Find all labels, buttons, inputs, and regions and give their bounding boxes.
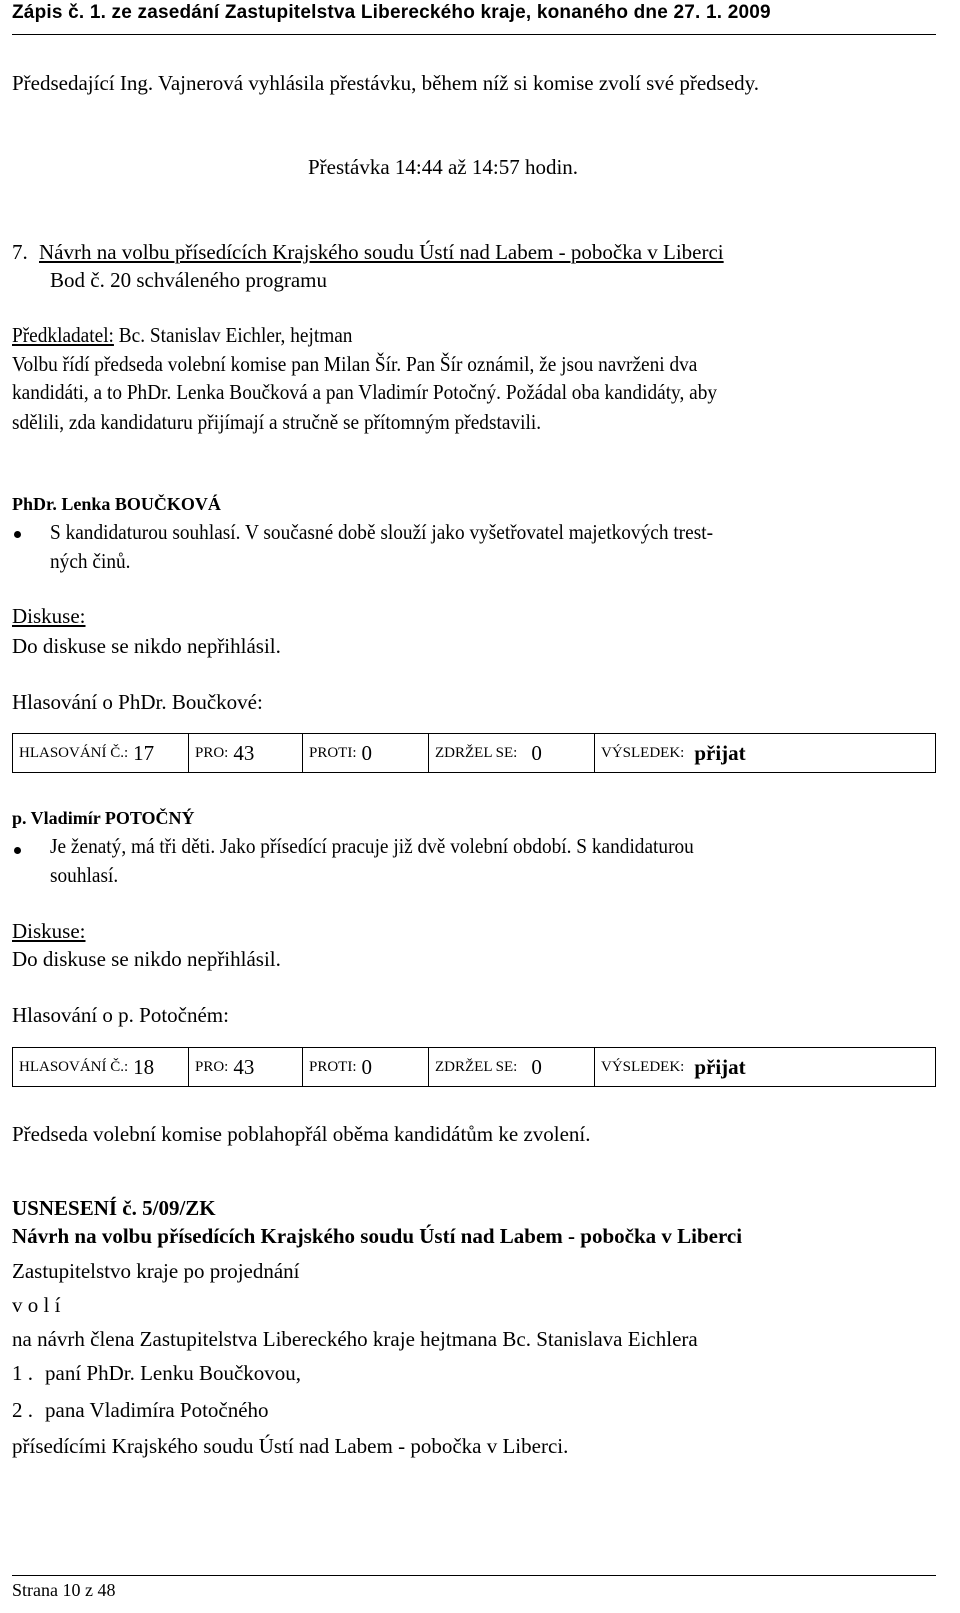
- vote-abstain: 0: [531, 1054, 542, 1079]
- vote-abstain: 0: [531, 740, 542, 765]
- header-divider: [12, 34, 936, 35]
- resolution-intro: Zastupitelstvo kraje po projednání: [12, 1259, 300, 1283]
- item-paragraph-line: sdělili, zda kandidaturu přijímají a stručně se přítomným představili.: [12, 410, 542, 434]
- bullet-icon: [14, 847, 21, 854]
- item-paragraph-line: Volbu řídí předseda volební komise pan Milan Šír. Pan Šír oznámil, že jsou navrženi dva: [12, 352, 698, 376]
- vote-pro-cell: [189, 1048, 303, 1086]
- item-paragraph-line: kandidáti, a to PhDr. Lenka Boučková a pan Vladimír Potočný. Požádal oba kandidáty, aby: [12, 380, 718, 404]
- list-item-text: paní PhDr. Lenku Boučkovou,: [45, 1361, 302, 1385]
- candidate-bio-line: souhlasí.: [50, 863, 119, 887]
- vote-number-label: HLASOVÁNÍ Č.:: [19, 744, 129, 761]
- vote-pro-cell: [189, 734, 303, 772]
- item-heading: [12, 240, 724, 265]
- program-point: Bod č. 20 schváleného programu: [50, 268, 328, 292]
- resolution-verb: v o l í: [12, 1293, 61, 1317]
- item-number: 7.: [12, 240, 28, 264]
- break-time: Přestávka 14:44 až 14:57 hodin.: [308, 155, 579, 179]
- congrats-text: Předseda volební komise poblahopřál oběma kandidátům ke zvolení.: [12, 1122, 591, 1146]
- resolution-title: Návrh na volbu přísedících Krajského soudu Ústí nad Labem - pobočka v Liberci: [12, 1224, 743, 1248]
- vote-heading: Hlasování o PhDr. Boučkové:: [12, 690, 263, 714]
- resolution-list-item: [12, 1361, 301, 1386]
- candidate-bio-line: ných činů.: [50, 549, 131, 573]
- vote-abstain-label: ZDRŽEL SE:: [435, 1058, 518, 1075]
- vote-number-cell: [13, 1048, 189, 1086]
- vote-heading: Hlasování o p. Potočném:: [12, 1003, 229, 1027]
- vote-abstain-cell: [429, 734, 595, 772]
- page-number: Strana 10 z 48: [12, 1580, 116, 1600]
- vote-result-label: VÝSLEDEK:: [601, 1058, 685, 1075]
- item-title: Návrh na volbu přísedících Krajského soudu Ústí nad Labem - pobočka v Liberci: [39, 240, 724, 264]
- candidate-heading: p. Vladimír POTOČNÝ: [12, 808, 195, 828]
- discussion-text: Do diskuse se nikdo nepřihlásil.: [12, 634, 281, 658]
- vote-against-label: PROTI:: [309, 744, 357, 761]
- vote-abstain-label: ZDRŽEL SE:: [435, 744, 518, 761]
- resolution-list-item: [12, 1398, 269, 1423]
- vote-against-cell: [303, 734, 429, 772]
- presenter: [12, 323, 352, 348]
- footer-divider: [12, 1575, 936, 1576]
- vote-result: přijat: [694, 1054, 746, 1079]
- vote-pro-label: PRO:: [195, 744, 229, 761]
- discussion-label: Diskuse:: [12, 919, 86, 943]
- candidate-heading: PhDr. Lenka BOUČKOVÁ: [12, 494, 221, 514]
- resolution-number: USNESENÍ č. 5/09/ZK: [12, 1196, 216, 1220]
- vote-result-cell: [595, 1048, 935, 1086]
- presenter-label: Předkladatel:: [12, 323, 114, 347]
- vote-abstain-cell: [429, 1048, 595, 1086]
- vote-against: 0: [361, 740, 373, 765]
- resolution-proposal: na návrh člena Zastupitelstva Libereckého kraje hejtmana Bc. Stanislava Eichlera: [12, 1327, 698, 1351]
- document-header: Zápis č. 1. ze zasedání Zastupitelstva Libereckého kraje, konaného dne 27. 1. 2009: [12, 2, 771, 23]
- presenter-name: Bc. Stanislav Eichler, hejtman: [113, 323, 353, 347]
- vote-result: přijat: [694, 740, 746, 765]
- vote-against-label: PROTI:: [309, 1058, 357, 1075]
- candidate-bio-line: Je ženatý, má tři děti. Jako přísedící pracuje již dvě volební období. S kandidaturou: [50, 834, 694, 858]
- list-item-text: pana Vladimíra Potočného: [45, 1398, 269, 1422]
- vote-against-cell: [303, 1048, 429, 1086]
- vote-number-label: HLASOVÁNÍ Č.:: [19, 1058, 129, 1075]
- list-item-number: 1 .: [12, 1361, 33, 1385]
- vote-number: 18: [133, 1054, 155, 1079]
- candidate-bio-line: S kandidaturou souhlasí. V současné době slouží jako vyšetřovatel majetkových trest-: [50, 520, 714, 544]
- list-item-number: 2 .: [12, 1398, 33, 1422]
- discussion-text: Do diskuse se nikdo nepřihlásil.: [12, 947, 281, 971]
- vote-result-cell: [595, 734, 935, 772]
- discussion-label: Diskuse:: [12, 604, 86, 628]
- bullet-icon: [14, 531, 21, 538]
- vote-pro: 43: [233, 740, 255, 765]
- resolution-closing: přísedícími Krajského soudu Ústí nad Labem - pobočka v Liberci.: [12, 1434, 569, 1458]
- vote-number-cell: [13, 734, 189, 772]
- vote-pro-label: PRO:: [195, 1058, 229, 1075]
- vote-against: 0: [361, 1054, 373, 1079]
- vote-result-label: VÝSLEDEK:: [601, 744, 685, 761]
- vote-number: 17: [133, 740, 155, 765]
- vote-table: [12, 733, 936, 773]
- vote-table: [12, 1047, 936, 1087]
- break-announcement: Předsedající Ing. Vajnerová vyhlásila přestávku, během níž si komise zvolí své předsedy.: [12, 71, 760, 95]
- vote-pro: 43: [233, 1054, 255, 1079]
